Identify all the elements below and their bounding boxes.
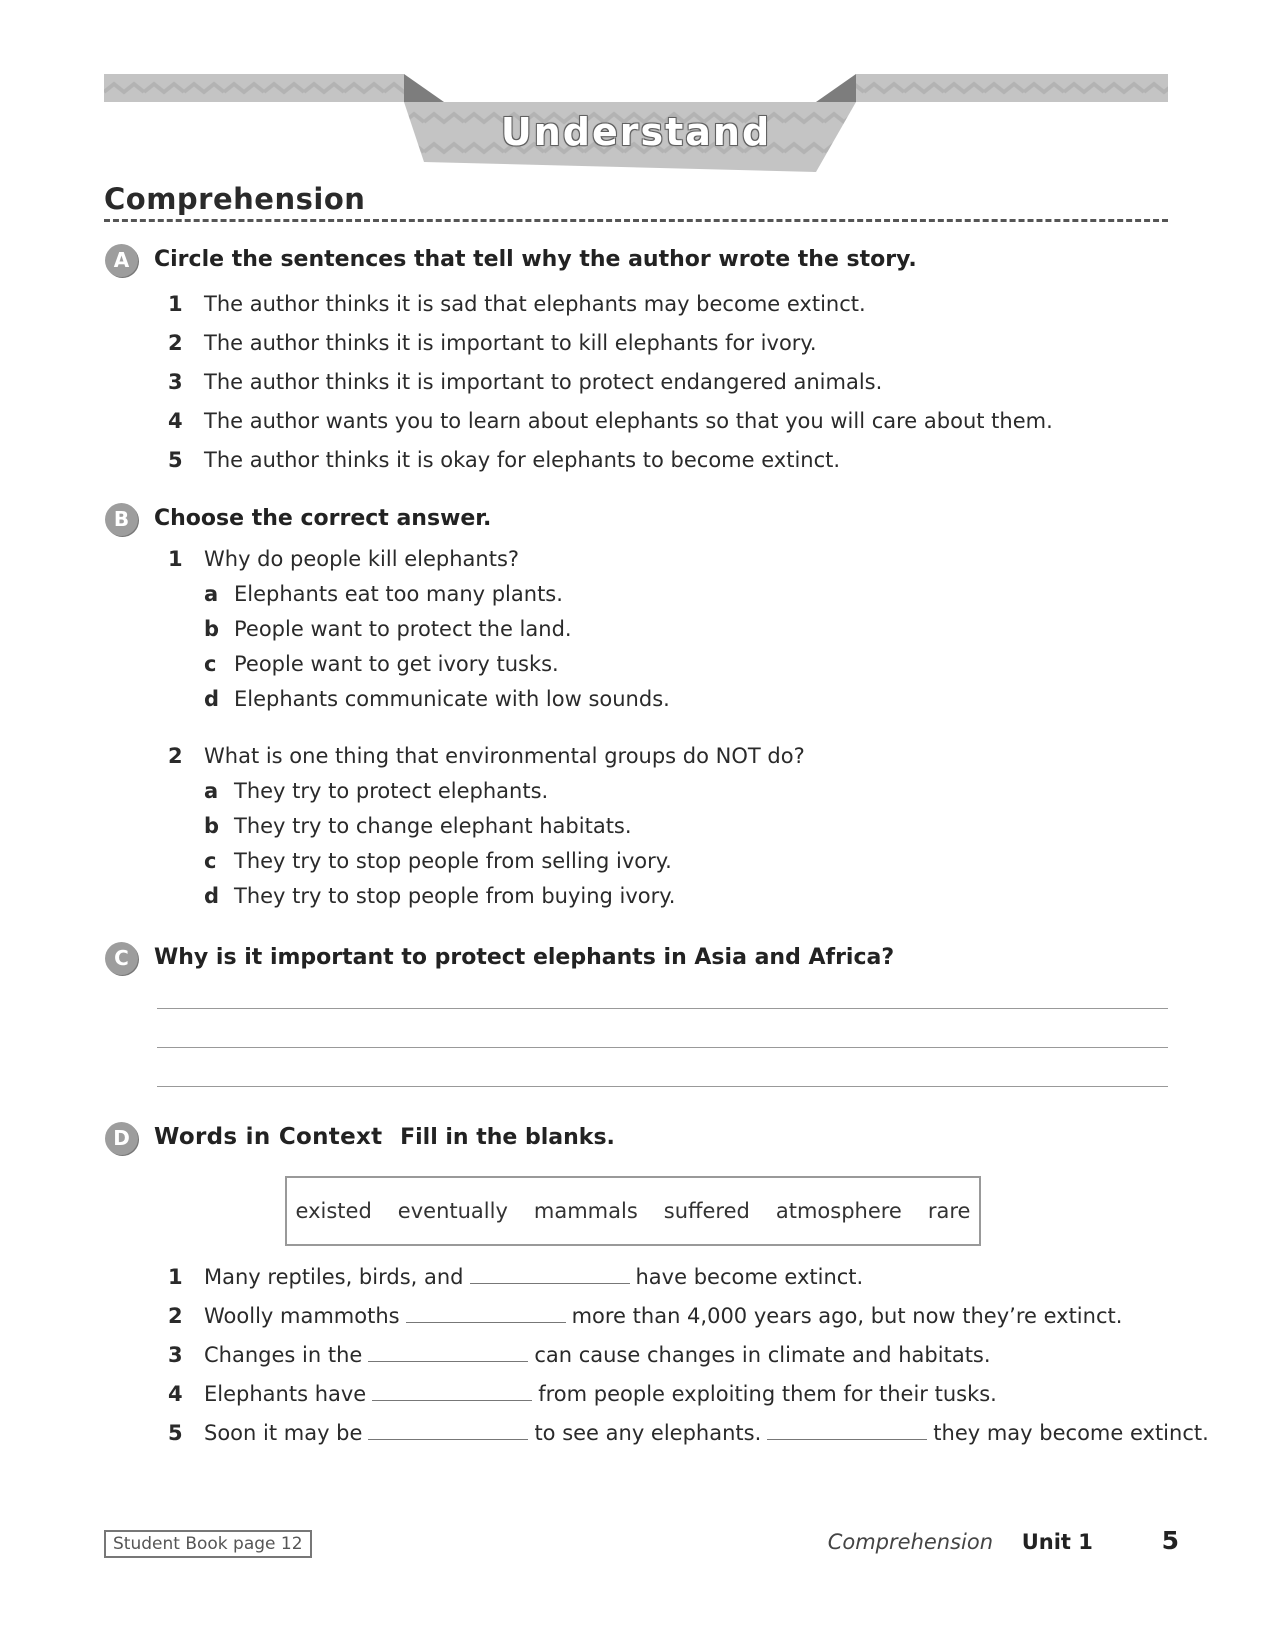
understand-banner — [104, 74, 1168, 174]
fill-in-item: 2 Woolly mammoths more than 4,000 years ago, but now they’re extinct. — [168, 1301, 1122, 1328]
list-item[interactable]: 4 The author wants you to learn about elephants so that you will care about them. — [168, 409, 1053, 433]
word-bank-item: rare — [927, 1199, 971, 1223]
blank-field[interactable] — [470, 1262, 630, 1284]
badge-c: C — [105, 942, 138, 975]
page-number: 5 — [1161, 1526, 1179, 1555]
page-title: Comprehension — [104, 182, 366, 216]
answer-option[interactable]: a Elephants eat too many plants. — [204, 582, 563, 606]
blank-field[interactable] — [368, 1418, 528, 1440]
word-bank-item: atmosphere — [775, 1199, 902, 1223]
question-1: 1 Why do people kill elephants? — [168, 547, 520, 571]
answer-line[interactable] — [157, 1086, 1168, 1087]
answer-option[interactable]: d Elephants communicate with low sounds. — [204, 687, 670, 711]
badge-d: D — [105, 1122, 138, 1155]
footer-unit: Unit 1 — [1021, 1530, 1093, 1554]
title-divider — [104, 219, 1168, 222]
answer-option[interactable]: c People want to get ivory tusks. — [204, 652, 559, 676]
list-item[interactable]: 5 The author thinks it is okay for elephants to become extinct. — [168, 448, 841, 472]
answer-line[interactable] — [157, 1047, 1168, 1048]
word-bank — [285, 1176, 981, 1246]
word-bank-item: eventually — [397, 1199, 508, 1223]
section-a-instruction: Circle the sentences that tell why the author wrote the story. — [154, 247, 917, 272]
answer-option[interactable]: a They try to protect elephants. — [204, 779, 549, 803]
question-2: 2 What is one thing that environmental groups do NOT do? — [168, 744, 805, 768]
answer-option[interactable]: b People want to protect the land. — [204, 617, 572, 641]
section-d-instruction: Fill in the blanks. — [400, 1125, 615, 1150]
student-book-reference: Student Book page 12 — [104, 1530, 312, 1558]
section-b-instruction: Choose the correct answer. — [154, 506, 492, 531]
answer-line[interactable] — [157, 1008, 1168, 1009]
banner-right-strip — [856, 74, 1168, 102]
fill-in-item: 4 Elephants have from people exploiting them for their tusks. — [168, 1379, 997, 1406]
section-c-question: Why is it important to protect elephants in Asia and Africa? — [154, 945, 895, 970]
list-item[interactable]: 3 The author thinks it is important to protect endangered animals. — [168, 370, 883, 394]
answer-option[interactable]: d They try to stop people from buying ivory. — [204, 884, 676, 908]
section-d-title: Words in Context — [154, 1124, 383, 1150]
badge-b: B — [105, 503, 138, 536]
list-item[interactable]: 1 The author thinks it is sad that elephants may become extinct. — [168, 292, 866, 316]
blank-field[interactable] — [406, 1301, 566, 1323]
word-bank-item: existed — [295, 1199, 372, 1223]
footer-section: Comprehension — [827, 1530, 994, 1554]
page-footer — [828, 1526, 1179, 1555]
word-bank-item: mammals — [533, 1199, 638, 1223]
word-bank-item: suffered — [663, 1199, 750, 1223]
answer-option[interactable]: b They try to change elephant habitats. — [204, 814, 632, 838]
blank-field[interactable] — [372, 1379, 532, 1401]
fill-in-item: 1 Many reptiles, birds, and have become extinct. — [168, 1262, 863, 1289]
badge-a: A — [105, 244, 138, 277]
blank-field[interactable] — [767, 1418, 927, 1440]
fill-in-item: 5 Soon it may be to see any elephants. they may become extinct. — [168, 1418, 1209, 1445]
blank-field[interactable] — [368, 1340, 528, 1362]
list-item[interactable]: 2 The author thinks it is important to kill elephants for ivory. — [168, 331, 817, 355]
banner-title: Understand — [500, 110, 772, 154]
banner-left-strip — [104, 74, 404, 102]
section-d-heading — [154, 1124, 615, 1150]
answer-option[interactable]: c They try to stop people from selling ivory. — [204, 849, 672, 873]
fill-in-item: 3 Changes in the can cause changes in climate and habitats. — [168, 1340, 991, 1367]
